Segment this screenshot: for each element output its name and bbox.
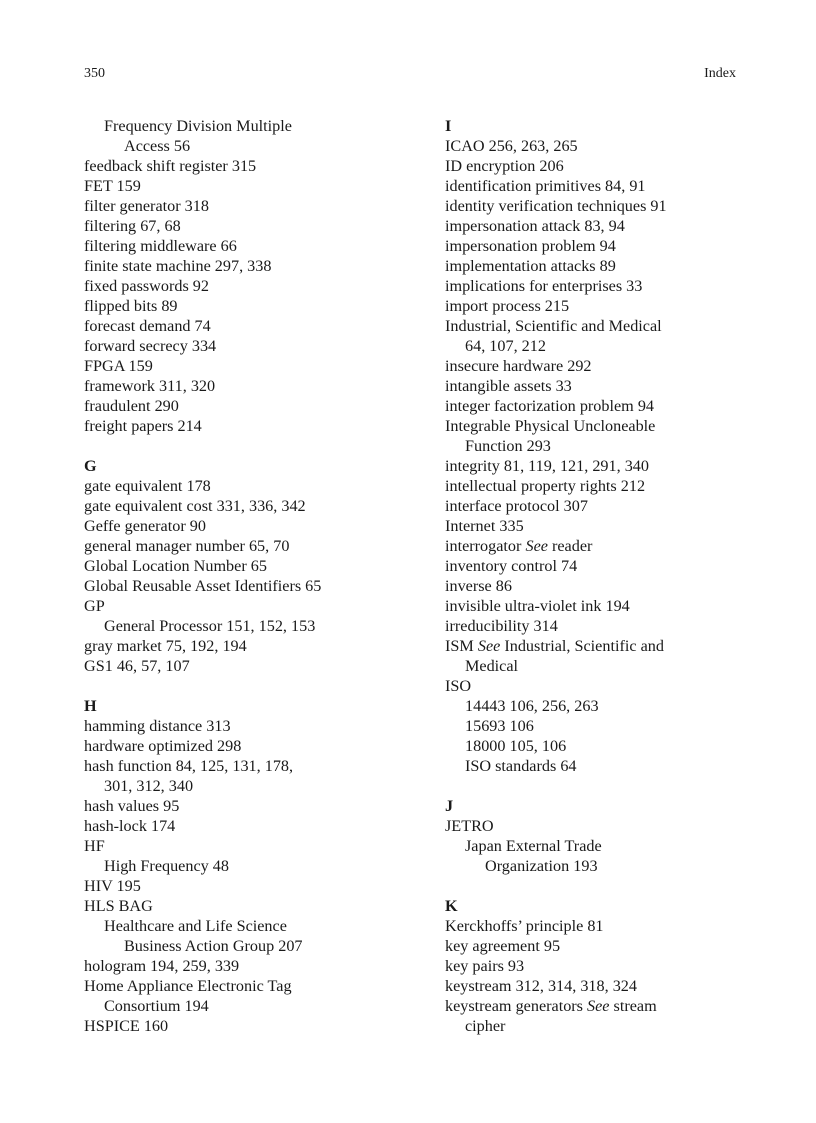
index-subentry: 18000 105, 106 bbox=[465, 737, 567, 755]
index-entry: fixed passwords 92 bbox=[84, 277, 209, 295]
index-entry: Geffe generator 90 bbox=[84, 517, 206, 535]
see-target: reader bbox=[547, 537, 593, 555]
index-column-right bbox=[445, 116, 745, 1036]
running-head-section: Index bbox=[704, 66, 736, 81]
index-entry: implementation attacks 89 bbox=[445, 257, 616, 275]
index-entry: GS1 46, 57, 107 bbox=[84, 657, 190, 675]
index-subentry: Organization 193 bbox=[485, 857, 598, 875]
index-entry: intellectual property rights 212 bbox=[445, 477, 646, 495]
index-entry: FPGA 159 bbox=[84, 357, 153, 375]
index-subentry: Medical bbox=[465, 657, 519, 675]
index-entry: hamming distance 313 bbox=[84, 717, 231, 735]
index-entry: HIV 195 bbox=[84, 877, 141, 895]
index-entry: Kerckhoffs’ principle 81 bbox=[445, 917, 604, 935]
index-entry: filtering middleware 66 bbox=[84, 237, 237, 255]
index-entry: irreducibility 314 bbox=[445, 617, 558, 635]
entry-term: keystream generators bbox=[445, 997, 588, 1015]
entry-term: ISM bbox=[445, 637, 478, 655]
index-entry: hash function 84, 125, 131, 178, bbox=[84, 757, 294, 775]
index-section-letter: K bbox=[445, 897, 458, 915]
index-entry: HF bbox=[84, 837, 105, 855]
index-section-letter: G bbox=[84, 457, 97, 475]
index-entry: Internet 335 bbox=[445, 517, 524, 535]
index-column-left bbox=[84, 116, 424, 1036]
index-entry: keystream 312, 314, 318, 324 bbox=[445, 977, 637, 995]
index-subentry: Frequency Division Multiple bbox=[104, 117, 292, 135]
index-entry: integrity 81, 119, 121, 291, 340 bbox=[445, 457, 649, 475]
see-reference: See bbox=[587, 997, 610, 1015]
index-entry: impersonation problem 94 bbox=[445, 237, 616, 255]
index-entry: FET 159 bbox=[84, 177, 141, 195]
see-reference: See bbox=[477, 637, 501, 655]
index-section-letter: I bbox=[445, 117, 452, 135]
index-entry: flipped bits 89 bbox=[84, 297, 178, 315]
index-entry: gate equivalent cost 331, 336, 342 bbox=[84, 497, 306, 515]
index-entry: finite state machine 297, 338 bbox=[84, 257, 272, 275]
page-number: 350 bbox=[84, 66, 105, 81]
index-subentry: General Processor 151, 152, 153 bbox=[104, 617, 316, 635]
index-entry: hardware optimized 298 bbox=[84, 737, 242, 755]
section-spacer bbox=[84, 436, 424, 456]
index-entry: hash-lock 174 bbox=[84, 817, 176, 835]
index-entry: impersonation attack 83, 94 bbox=[445, 217, 625, 235]
section-spacer bbox=[445, 776, 745, 796]
entry-term: interrogator bbox=[445, 537, 526, 555]
index-entry: implications for enterprises 33 bbox=[445, 277, 643, 295]
index-entry: identity verification techniques 91 bbox=[445, 197, 667, 215]
index-entry: fraudulent 290 bbox=[84, 397, 179, 415]
index-subentry: ISO standards 64 bbox=[465, 757, 577, 775]
section-spacer bbox=[445, 876, 745, 896]
index-subentry: 15693 106 bbox=[465, 717, 534, 735]
index-entry: ICAO 256, 263, 265 bbox=[445, 137, 578, 155]
index-section-letter: J bbox=[445, 797, 454, 815]
index-entry: forward secrecy 334 bbox=[84, 337, 217, 355]
index-entry: hologram 194, 259, 339 bbox=[84, 957, 240, 975]
index-entry: Integrable Physical Uncloneable bbox=[445, 417, 656, 435]
index-entry bbox=[445, 996, 745, 1016]
index-entry: Home Appliance Electronic Tag bbox=[84, 977, 292, 995]
index-subentry: 64, 107, 212 bbox=[465, 337, 546, 355]
index-entry: HSPICE 160 bbox=[84, 1017, 169, 1035]
index-entry: invisible ultra-violet ink 194 bbox=[445, 597, 630, 615]
see-target: Industrial, Scientific and bbox=[500, 637, 664, 655]
index-entry: hash values 95 bbox=[84, 797, 180, 815]
section-spacer bbox=[84, 676, 424, 696]
index-entry: filtering 67, 68 bbox=[84, 217, 181, 235]
index-entry: identification primitives 84, 91 bbox=[445, 177, 646, 195]
index-subentry: 14443 106, 256, 263 bbox=[465, 697, 599, 715]
index-entry: filter generator 318 bbox=[84, 197, 209, 215]
index-entry: HLS BAG bbox=[84, 897, 153, 915]
index-entry: freight papers 214 bbox=[84, 417, 202, 435]
index-entry: inventory control 74 bbox=[445, 557, 578, 575]
index-entry bbox=[445, 636, 745, 656]
index-entry: inverse 86 bbox=[445, 577, 512, 595]
index-section-letter: H bbox=[84, 697, 97, 715]
index-entry: gray market 75, 192, 194 bbox=[84, 637, 247, 655]
index-entry: intangible assets 33 bbox=[445, 377, 572, 395]
index-entry: GP bbox=[84, 597, 105, 615]
index-entry: Global Location Number 65 bbox=[84, 557, 267, 575]
index-entry: gate equivalent 178 bbox=[84, 477, 211, 495]
see-target: stream bbox=[609, 997, 657, 1015]
index-entry: forecast demand 74 bbox=[84, 317, 211, 335]
index-entry: interface protocol 307 bbox=[445, 497, 588, 515]
index-subentry: Healthcare and Life Science bbox=[104, 917, 287, 935]
page-header bbox=[84, 66, 736, 86]
index-subentry: Function 293 bbox=[465, 437, 551, 455]
index-subentry: Access 56 bbox=[124, 137, 191, 155]
index-entry bbox=[445, 536, 745, 556]
index-subentry: cipher bbox=[465, 1017, 506, 1035]
index-subentry: High Frequency 48 bbox=[104, 857, 229, 875]
index-subentry: Consortium 194 bbox=[104, 997, 209, 1015]
index-entry: key pairs 93 bbox=[445, 957, 525, 975]
index-entry: key agreement 95 bbox=[445, 937, 561, 955]
index-entry: Industrial, Scientific and Medical bbox=[445, 317, 662, 335]
index-subentry: Business Action Group 207 bbox=[124, 937, 303, 955]
index-entry: ISO bbox=[445, 677, 472, 695]
index-entry: Global Reusable Asset Identifiers 65 bbox=[84, 577, 322, 595]
index-subentry: Japan External Trade bbox=[465, 837, 602, 855]
index-entry: JETRO bbox=[445, 817, 494, 835]
index-entry: integer factorization problem 94 bbox=[445, 397, 655, 415]
index-entry: feedback shift register 315 bbox=[84, 157, 257, 175]
index-subentry: 301, 312, 340 bbox=[104, 777, 194, 795]
index-entry: insecure hardware 292 bbox=[445, 357, 592, 375]
index-entry: framework 311, 320 bbox=[84, 377, 216, 395]
index-entry: import process 215 bbox=[445, 297, 570, 315]
index-entry: general manager number 65, 70 bbox=[84, 537, 290, 555]
index-entry: ID encryption 206 bbox=[445, 157, 564, 175]
see-reference: See bbox=[525, 537, 548, 555]
